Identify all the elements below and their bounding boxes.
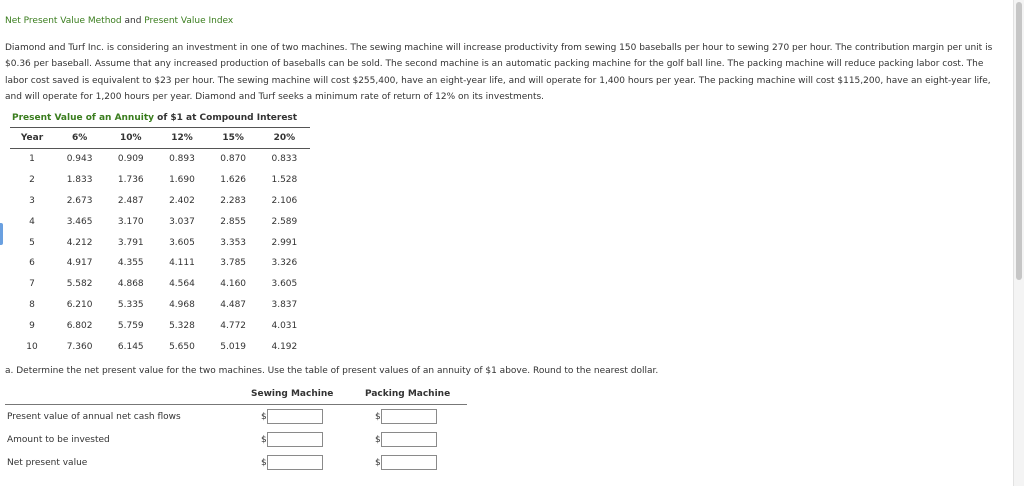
cell-year: 4 [29,216,35,227]
cell-6pct: 2.673 [66,195,93,206]
table-row [10,191,310,212]
annuity-header-row [10,128,310,149]
cell-20pct: 1.528 [271,175,298,186]
col-head-packing: Packing Machine [365,389,451,399]
table-row [10,232,310,253]
table-row [10,336,310,357]
cell-6pct: 7.360 [66,341,93,352]
cell-15pct: 4.772 [220,320,247,331]
label-pv-annual-cash-flows: Present value of annual net cash flows [7,412,181,422]
table-row [10,295,310,316]
cell-year: 8 [29,299,35,310]
cell-10pct: 4.355 [117,258,144,269]
cell-10pct: 2.487 [117,195,144,206]
cell-12pct: 4.111 [169,258,195,269]
table-row [10,149,310,170]
dollar-sign: $ [375,458,381,468]
cell-15pct: 5.019 [220,341,247,352]
header-20pct: 20% [259,128,310,149]
cell-year: 2 [29,175,35,186]
problem-text: Diamond and Turf Inc. is considering an investment in one of two machines. The sewing machine will increase productivity from sewing 150 baseballs per hour to sewing 270 per hour. The contribution margin per unit is $0.36 per baseball. Assume that any increased production of baseballs can be sold. The second machine is an automatic packing machine for the golf ball line. The packing machine will reduce packing labor cost. The labor cost saved is equivalent to $23 per hour. The sewing machine will cost $255,400, have an eight-year life, and will operate for 1,400 hours per year. The packing machine will cost $115,200, have an eight-year life, and will operate for 1,200 hours per year. Diamond and Turf seeks a minimum rate of return of 12% on its investments. [5,43,993,102]
title-npv-method: Net Present Value Method [5,16,122,26]
cell-12pct: 4.968 [169,299,195,310]
cell-12pct: 3.037 [169,216,195,227]
cell-10pct: 5.335 [117,299,144,310]
annuity-table [10,127,310,357]
packing-net-present-value-input[interactable] [381,455,437,470]
col-head-sewing: Sewing Machine [251,389,334,399]
cell-15pct: 4.487 [220,299,247,310]
cell-20pct: 4.192 [271,341,298,352]
header-6pct: 6% [54,128,105,149]
cell-20pct: 2.589 [271,216,298,227]
vertical-scrollbar[interactable] [1013,0,1024,486]
header-10pct: 10% [105,128,156,149]
question-a: a. Determine the net present value for the two machines. Use the table of present values of an annuity of $1 above. Round to the nearest dollar. [5,366,659,376]
sewing-net-present-value-input[interactable] [267,455,323,470]
label-amount-invested: Amount to be invested [7,435,110,445]
title-pv-index: Present Value Index [144,16,234,26]
side-marker [0,223,3,245]
cell-20pct: 4.031 [271,320,298,331]
sewing-amount-invested-input[interactable] [267,432,323,447]
cell-year: 7 [29,279,35,290]
table-row [10,315,310,336]
header-12pct: 12% [156,128,207,149]
cell-20pct: 3.837 [271,299,298,310]
dollar-sign: $ [375,412,381,422]
table-row [10,211,310,232]
cell-10pct: 3.791 [117,237,144,248]
cell-15pct: 3.353 [220,237,247,248]
cell-10pct: 6.145 [117,341,144,352]
cell-6pct: 6.802 [66,320,93,331]
cell-12pct: 0.893 [169,154,195,165]
table-row [10,274,310,295]
cell-6pct: 3.465 [66,216,93,227]
cell-10pct: 3.170 [117,216,144,227]
cell-20pct: 3.326 [271,258,298,269]
cell-15pct: 1.626 [220,175,247,186]
cell-6pct: 1.833 [66,175,93,186]
cell-12pct: 5.650 [169,341,195,352]
cell-15pct: 2.855 [220,216,247,227]
cell-year: 1 [29,154,35,165]
page-title [5,16,233,26]
cell-10pct: 0.909 [117,154,144,165]
cell-12pct: 5.328 [169,320,195,331]
cell-12pct: 4.564 [169,279,195,290]
cell-6pct: 4.212 [66,237,93,248]
table-row [10,253,310,274]
cell-year: 6 [29,258,35,269]
cell-year: 5 [29,237,35,248]
page [5,0,1010,486]
title-and: and [121,16,145,26]
cell-6pct: 4.917 [66,258,93,269]
dollar-sign: $ [375,435,381,445]
cell-10pct: 4.868 [117,279,144,290]
cell-year: 10 [26,341,38,352]
cell-15pct: 2.283 [220,195,247,206]
dollar-sign: $ [261,458,267,468]
table-row [10,170,310,191]
header-15pct: 15% [208,128,259,149]
cell-6pct: 5.582 [66,279,93,290]
packing-pv-annual-cash-flows-input[interactable] [381,409,437,424]
dollar-sign: $ [261,412,267,422]
cell-10pct: 5.759 [117,320,144,331]
header-year: Year [10,128,54,149]
cell-20pct: 2.991 [271,237,298,248]
annuity-title-link[interactable]: Present Value of an Annuity [12,113,155,123]
annuity-table-title [12,113,297,123]
cell-6pct: 0.943 [66,154,93,165]
cell-20pct: 3.605 [271,279,298,290]
annuity-title-rest: of $1 at Compound Interest [154,113,298,123]
cell-year: 3 [29,195,35,206]
packing-amount-invested-input[interactable] [381,432,437,447]
cell-6pct: 6.210 [66,299,93,310]
cell-12pct: 3.605 [169,237,195,248]
answer-header-rule [5,404,467,405]
scrollbar-thumb[interactable] [1016,2,1022,280]
cell-20pct: 0.833 [271,154,298,165]
sewing-pv-annual-cash-flows-input[interactable] [267,409,323,424]
cell-15pct: 4.160 [220,279,247,290]
cell-15pct: 0.870 [220,154,247,165]
cell-15pct: 3.785 [220,258,247,269]
cell-year: 9 [29,320,35,331]
cell-12pct: 1.690 [169,175,195,186]
cell-20pct: 2.106 [271,195,298,206]
cell-10pct: 1.736 [117,175,144,186]
label-net-present-value: Net present value [7,458,88,468]
dollar-sign: $ [261,435,267,445]
cell-12pct: 2.402 [169,195,195,206]
